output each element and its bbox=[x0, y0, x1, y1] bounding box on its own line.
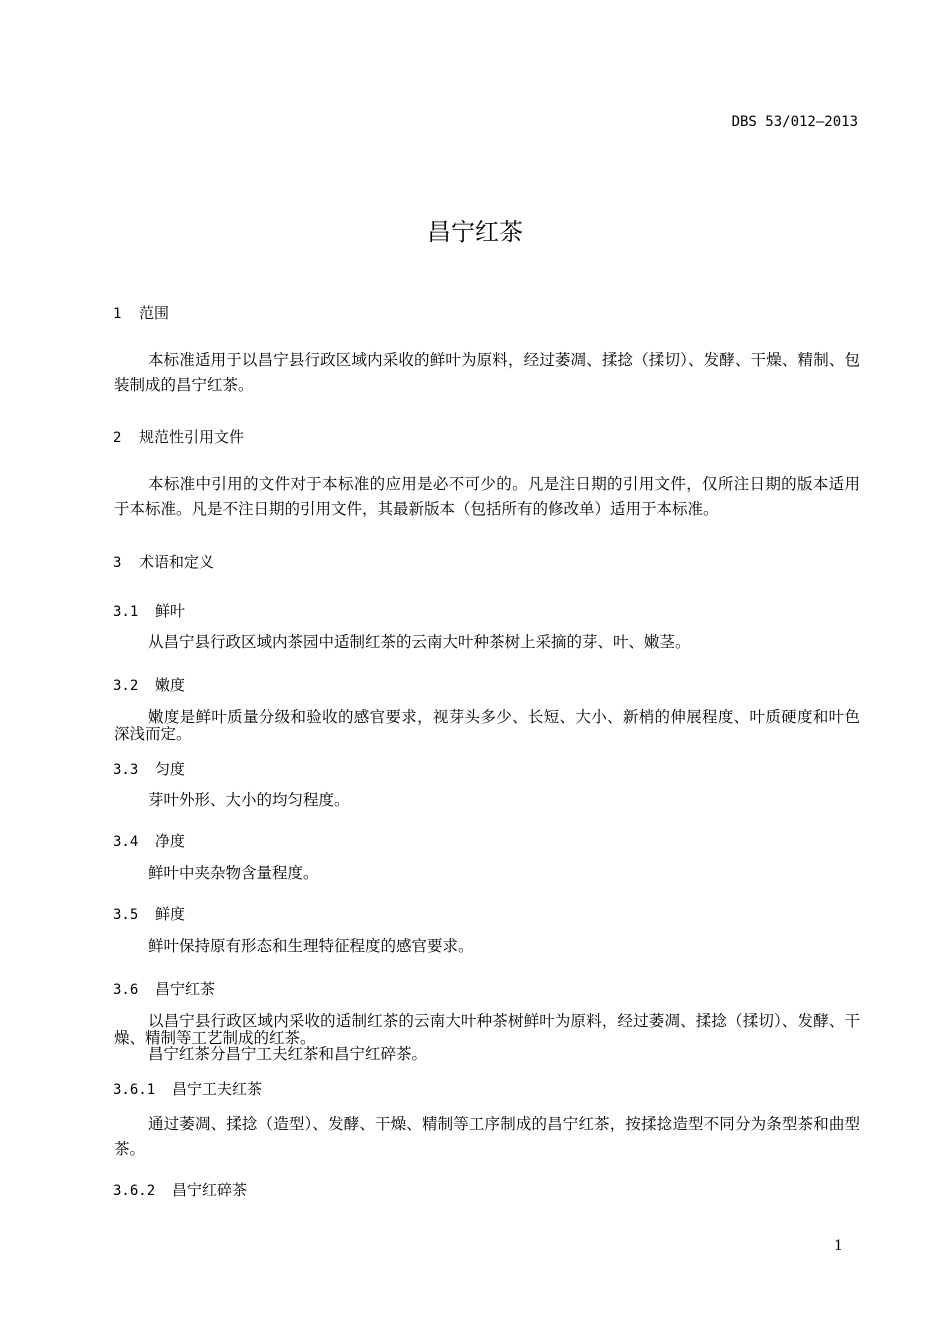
section-3-3-paragraph: 芽叶外形、大小的均匀程度。 bbox=[148, 791, 350, 809]
section-title: 规范性引用文件 bbox=[139, 428, 245, 446]
section-3-1-paragraph: 从昌宁县行政区域内茶园中适制红茶的云南大叶种茶树上采摘的芽、叶、嫩茎。 bbox=[148, 633, 691, 651]
section-3-2-heading bbox=[113, 674, 185, 695]
section-3-5-heading bbox=[113, 903, 185, 924]
section-3-6-paragraph-2: 昌宁红茶分昌宁工夫红茶和昌宁红碎茶。 bbox=[148, 1045, 428, 1063]
section-3-4-paragraph: 鲜叶中夹杂物含量程度。 bbox=[148, 864, 319, 882]
section-title: 鲜度 bbox=[155, 905, 186, 923]
section-title: 昌宁工夫红茶 bbox=[172, 1080, 263, 1098]
section-number: 3 bbox=[113, 555, 122, 571]
section-number: 3.2 bbox=[113, 678, 139, 694]
section-3-6-heading bbox=[113, 978, 215, 999]
section-title: 术语和定义 bbox=[139, 553, 215, 571]
section-2-paragraph: 本标准中引用的文件对于本标准的应用是必不可少的。凡是注日期的引用文件，仅所注日期的版本适用于本标准。凡是不注日期的引用文件，其最新版本（包括所有的修改单）适用于本标准。 bbox=[114, 475, 860, 518]
section-number: 3.6.1 bbox=[113, 1082, 156, 1098]
section-number: 3.6 bbox=[113, 982, 139, 998]
section-number: 3.6.2 bbox=[113, 1183, 156, 1199]
section-title: 净度 bbox=[155, 832, 186, 850]
section-3-3-heading bbox=[113, 758, 185, 779]
section-title: 匀度 bbox=[155, 760, 186, 778]
section-number: 1 bbox=[113, 306, 122, 322]
section-3-1-heading bbox=[113, 600, 185, 621]
section-3-4-heading bbox=[113, 830, 185, 851]
standard-number: DBS 53/012—2013 bbox=[731, 114, 858, 130]
section-title: 鲜叶 bbox=[155, 602, 186, 620]
section-title: 昌宁红茶 bbox=[155, 980, 216, 998]
section-3-6-1-paragraph: 通过萎凋、揉捻（造型）、发酵、干燥、精制等工序制成的昌宁红茶，按揉捻造型不同分为条型茶和曲型茶。 bbox=[114, 1115, 860, 1158]
page-number: 1 bbox=[834, 1238, 843, 1254]
section-number: 2 bbox=[113, 430, 122, 446]
section-2-heading bbox=[113, 426, 244, 447]
section-3-6-paragraph: 以昌宁县行政区域内采收的适制红茶的云南大叶种茶树鲜叶为原料，经过萎凋、揉捻（揉切）、发酵、干燥、精制等工艺制成的红茶。 bbox=[114, 1012, 860, 1047]
section-title: 昌宁红碎茶 bbox=[172, 1181, 248, 1199]
section-number: 3.1 bbox=[113, 604, 139, 620]
section-3-heading bbox=[113, 551, 214, 572]
section-1-heading bbox=[113, 302, 169, 323]
section-3-2-paragraph: 嫩度是鲜叶质量分级和验收的感官要求，视芽头多少、长短、大小、新梢的伸展程度、叶质硬度和叶色深浅而定。 bbox=[114, 708, 860, 743]
section-title: 嫩度 bbox=[155, 676, 186, 694]
section-3-6-2-heading bbox=[113, 1179, 247, 1200]
section-number: 3.5 bbox=[113, 907, 139, 923]
section-title: 范围 bbox=[139, 304, 170, 322]
section-number: 3.3 bbox=[113, 762, 139, 778]
section-number: 3.4 bbox=[113, 834, 139, 850]
section-3-6-1-heading bbox=[113, 1078, 262, 1099]
section-1-paragraph: 本标准适用于以昌宁县行政区域内采收的鲜叶为原料，经过萎凋、揉捻（揉切）、发酵、干燥、精制、包装制成的昌宁红茶。 bbox=[114, 351, 860, 394]
document-title: 昌宁红茶 bbox=[427, 218, 523, 246]
section-3-5-paragraph: 鲜叶保持原有形态和生理特征程度的感官要求。 bbox=[148, 937, 474, 955]
